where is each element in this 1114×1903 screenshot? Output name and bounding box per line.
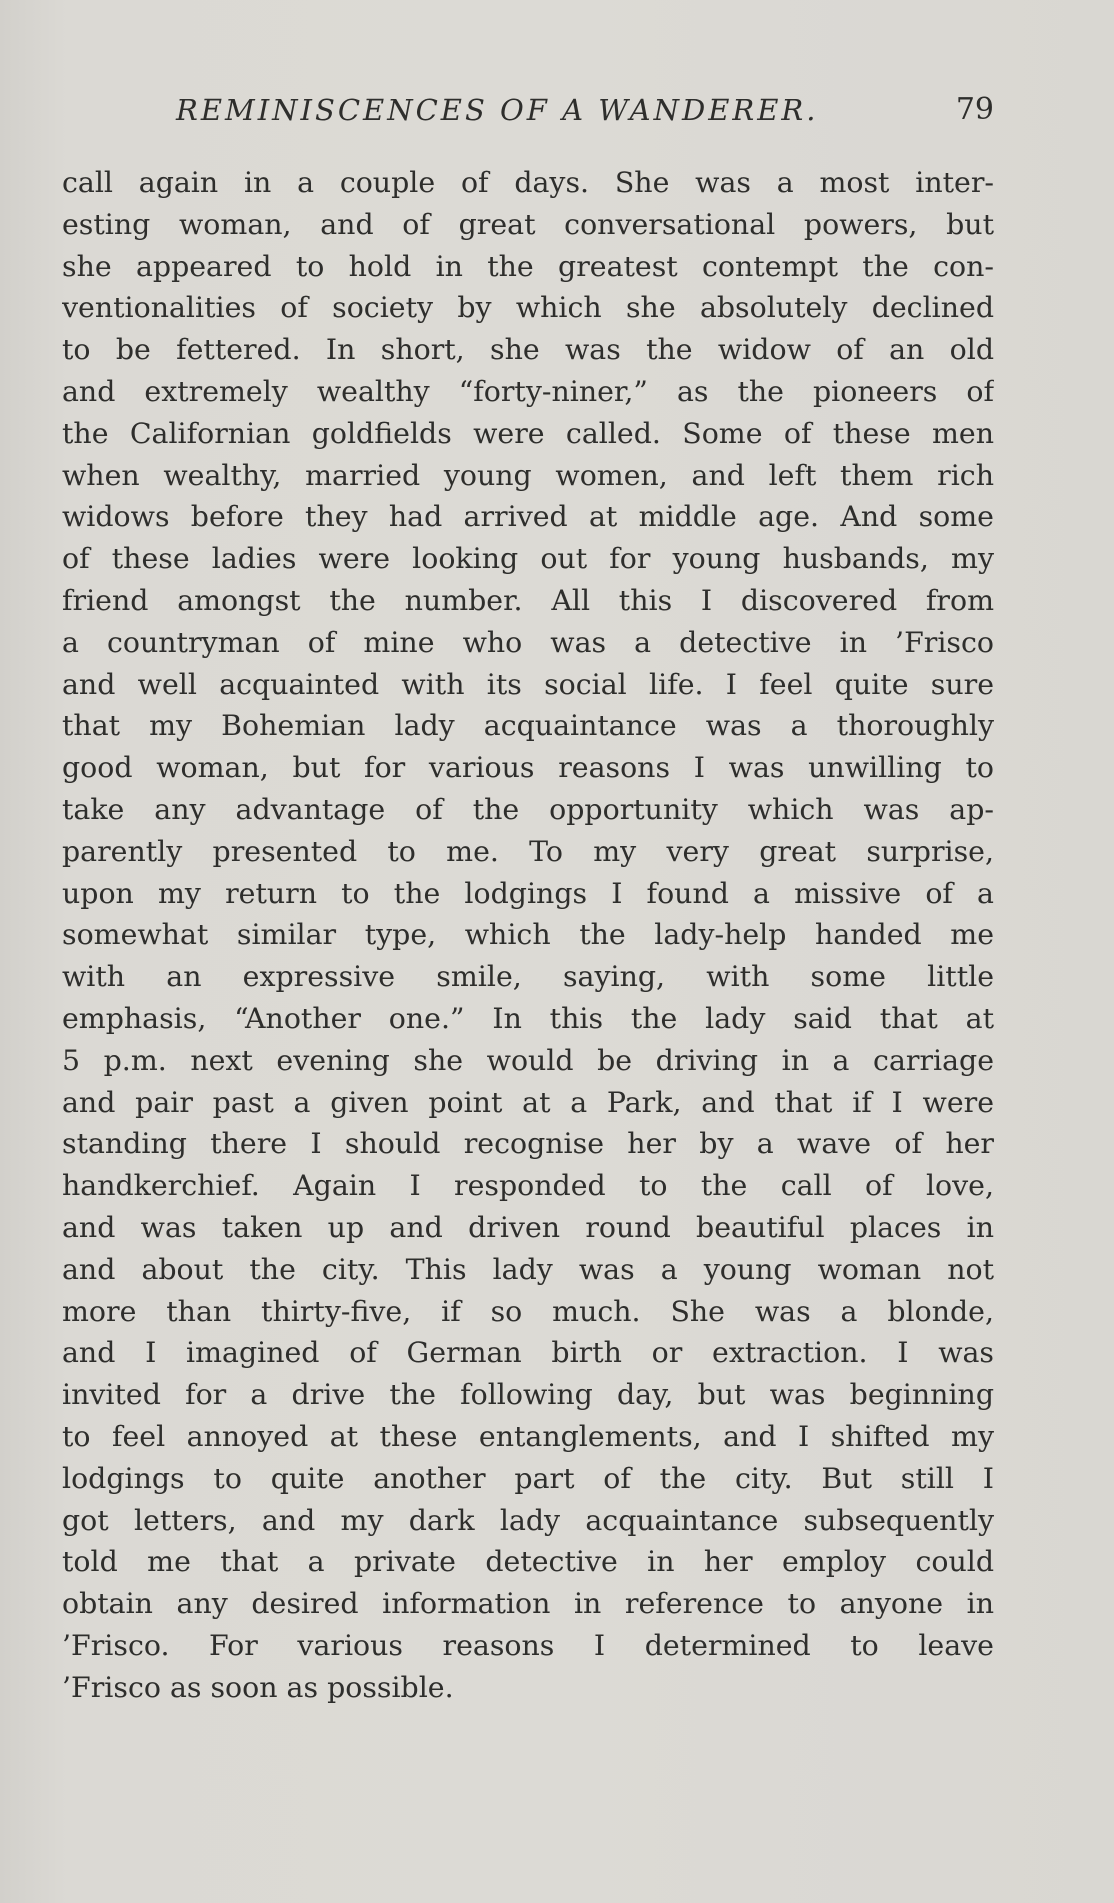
text-line: lodgings to quite another part of the city. But still I [62,1461,994,1495]
text-line: upon my return to the lodgings I found a missive of a [62,876,994,910]
text-line: friend amongst the number. All this I discovered from [62,583,994,617]
text-line: told me that a private detective in her employ could [62,1545,994,1579]
text-line: of these ladies were looking out for young husbands, my [62,542,994,576]
text-line: and was taken up and driven round beautiful places in [62,1210,994,1244]
text-line: ventionalities of society by which she absolutely declined [62,291,994,325]
text-line: somewhat similar type, which the lady-help handed me [62,918,994,952]
text-line: esting woman, and of great conversational powers, but [62,207,994,241]
text-line: to be fettered. In short, she was the widow of an old [62,333,994,367]
text-line: and pair past a given point at a Park, and that if I were [62,1085,994,1119]
text-line: and about the city. This lady was a young woman not [62,1252,994,1286]
text-line: more than thirty-five, if so much. She was a blonde, [62,1294,994,1328]
text-line: call again in a couple of days. She was a most inter- [62,166,994,199]
running-title: REMINISCENCES OF A WANDERER. [176,93,819,127]
text-line: with an expressive smile, saying, with some little [62,960,994,994]
text-line: that my Bohemian lady acquaintance was a thoroughly [62,709,994,743]
text-line: got letters, and my dark lady acquaintance subsequently [62,1503,994,1537]
page-number: 79 [955,92,994,127]
text-line: and I imagined of German birth or extraction. I was [62,1336,994,1370]
text-line: the Californian goldfields were called. Some of these men [62,416,994,450]
text-line: invited for a drive the following day, but was beginning [62,1378,994,1412]
text-line: ’Frisco as soon as possible. [62,1670,454,1704]
text-line: and extremely wealthy “forty-niner,” as the pioneers of [62,374,994,408]
text-line: take any advantage of the opportunity which was ap- [62,792,994,826]
text-line: handkerchief. Again I responded to the call of love, [62,1169,994,1203]
text-line: obtain any desired information in reference to anyone in [62,1587,994,1621]
text-line: parently presented to me. To my very great surprise, [62,834,994,868]
text-line: good woman, but for various reasons I was unwilling to [62,751,994,785]
page-header [176,88,994,132]
text-line: a countryman of mine who was a detective in ’Frisco [62,625,994,659]
text-line: 5 p.m. next evening she would be driving in a carriage [62,1043,994,1077]
text-line: widows before they had arrived at middle age. And some [62,500,994,534]
text-line: she appeared to hold in the greatest contempt the con- [62,249,994,283]
text-line: to feel annoyed at these entanglements, and I shifted my [62,1419,994,1453]
text-line: and well acquainted with its social life. I feel quite sure [62,667,994,701]
text-line: ’Frisco. For various reasons I determined to leave [62,1628,994,1662]
text-line: emphasis, “Another one.” In this the lady said that at [62,1001,994,1035]
text-line: standing there I should recognise her by a wave of her [62,1127,994,1161]
text-line: when wealthy, married young women, and left them rich [62,458,994,492]
body-text [62,162,994,1708]
